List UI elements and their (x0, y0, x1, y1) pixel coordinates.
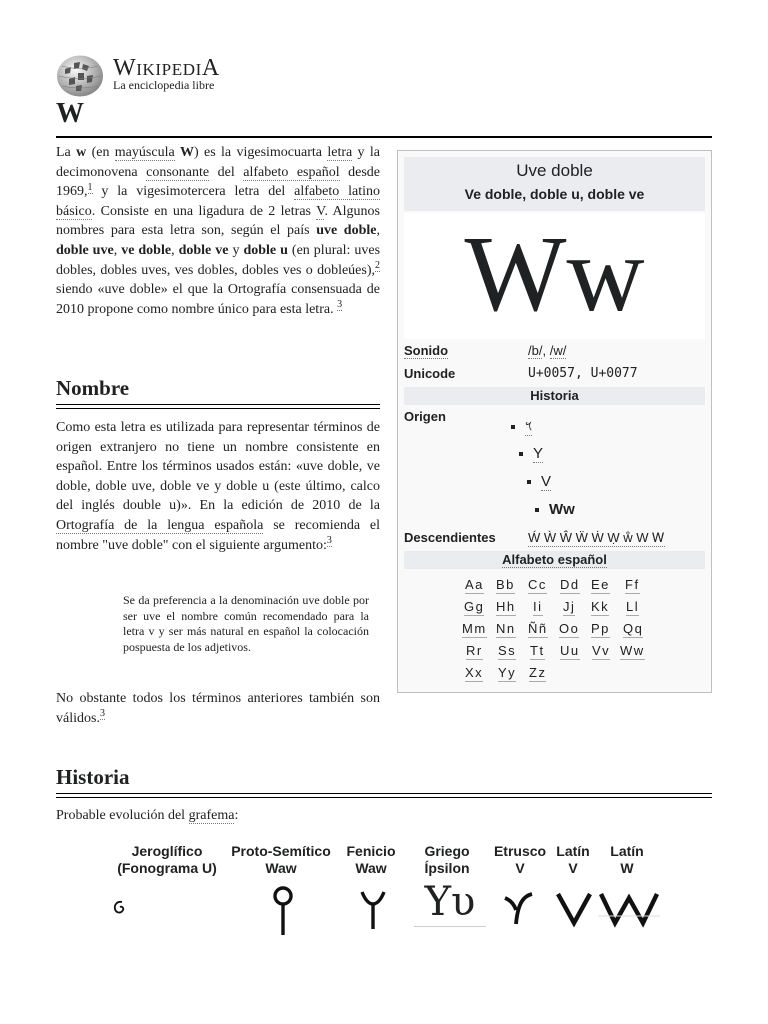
infobox-row-origen (404, 409, 705, 427)
ref-2[interactable]: 2 (375, 259, 380, 271)
phoenician-waw-icon (358, 888, 388, 932)
infobox-band-historia: Historia (404, 387, 705, 405)
unicode-value: U+0057, U+0077 (528, 366, 638, 381)
historia-divider (56, 793, 712, 798)
alpha-mm[interactable]: Mm (462, 621, 487, 636)
evo-col-griego: Griego Ípsilon (424, 843, 470, 876)
infobox-glyph-ww: Ww (464, 215, 645, 334)
blockquote: Se da preferencia a la denominación uve doble por ser uve el nombre común recomendado para la letra v y ser más natural en español la colocación pospuesta de los adjetivos. (123, 593, 369, 654)
alpha-ee[interactable]: Ee (591, 577, 610, 592)
infobox-title: Uve doble (516, 161, 593, 180)
nombre-paragraph: Como esta letra es utilizada para representar términos de origen extranjero no tiene un nombre consistente en español. Entre los términos usados están: «uve doble, ve doble, doble uve, doble ve y doble u (este último, calco del inglés double u)». En la edición de 2010 de la Ortografía de la lengua española se recomienda el nombre "uve doble" con el siguiente argumento:$^3$ (56, 420, 380, 553)
alpha-vv[interactable]: Vv (592, 643, 611, 658)
ref-3c[interactable]: 3 (99, 707, 105, 719)
evo-col-latin-w: Latín W (610, 843, 644, 876)
link-v[interactable]: V (316, 203, 325, 219)
alpha-aa[interactable]: Aa (465, 577, 484, 592)
alpha-ll[interactable]: Ll (626, 599, 640, 614)
alpha-bb[interactable]: Bb (496, 577, 515, 592)
alpha-pp[interactable]: Pp (591, 621, 610, 636)
alpha-oo[interactable]: Oo (559, 621, 580, 636)
origen-item-phoenician: 𐤅 (511, 418, 532, 435)
alpha-tt[interactable]: Tt (530, 643, 545, 658)
nombre-paragraph-2: No obstante todos los términos anteriores también son válidos.$^3$ (56, 691, 380, 726)
sonido-label[interactable]: Sonido (404, 343, 449, 358)
protosemitic-waw-icon (268, 884, 298, 938)
descendientes-value[interactable]: Ẃ Ẁ Ŵ Ẅ Ẇ Ẉ ẘ W Ꮃ (528, 530, 665, 545)
wikipedia-logo[interactable] (56, 53, 236, 97)
infobox-row-descendientes (404, 530, 705, 548)
evo-col-protosemitico: Proto-Semítico Waw (231, 843, 331, 876)
link-letra[interactable]: letra (327, 145, 353, 160)
link-grafema[interactable]: grafema (188, 808, 235, 823)
alpha-nn[interactable]: Nn (496, 621, 516, 636)
alpha-cc[interactable]: Cc (528, 577, 547, 592)
historia-intro: Probable evolución del grafema: (56, 808, 239, 823)
section-heading-historia: Historia (56, 765, 130, 789)
nombre-divider (56, 404, 380, 409)
hieroglyph-icon (112, 898, 128, 918)
link-consonante[interactable]: consonante (146, 164, 210, 180)
alpha-zz[interactable]: Zz (529, 665, 547, 680)
infobox-row-sonido (404, 343, 705, 361)
sonido-value: /b/, /w/ (528, 343, 567, 358)
evo-col-fenicio: Fenicio Waw (346, 843, 396, 876)
alpha-gg[interactable]: Gg (464, 599, 485, 614)
alpha-ww[interactable]: Ww (620, 643, 645, 658)
link-alfabeto-espanol[interactable]: alfabeto español (243, 164, 340, 180)
origen-item-greek: Y (519, 445, 543, 462)
infobox-row-unicode (404, 366, 705, 384)
alpha-dd[interactable]: Dd (560, 577, 580, 592)
alpha-kk[interactable]: Kk (591, 599, 610, 614)
origen-label: Origen (404, 409, 446, 424)
lead-paragraph: La w (en mayúscula W) es la vigesimocuarta letra y la decimonovena consonante del alfabeto español desde 1969,$^1$ y la vigesimotercera letra del alfabeto latino básico. Consiste en una ligadura de 2 letras V. Algunos nombres para esta letra son, según el país uve doble, doble uve, ve doble, doble ve y doble u (en plural: uves dobles, dobles uves, ves dobles, dobles ves o dobleúes),$^2$ siendo «uve doble» el que la Ortografía consensuada de 2010 propone como nombre único para esta letra. $^3$ (56, 145, 381, 317)
infobox-image (404, 213, 705, 339)
infobox-band-alfabeto: Alfabeto español (404, 551, 705, 569)
descendientes-label: Descendientes (404, 530, 496, 545)
unicode-label: Unicode (404, 366, 456, 381)
evo-col-jeroglifico: Jeroglífico (Fonograma U) (117, 843, 217, 876)
page-title: W (56, 98, 84, 129)
infobox-header (404, 157, 705, 211)
wikipedia-globe-icon (56, 55, 104, 97)
w-bold: w (76, 145, 87, 160)
ref-3[interactable]: 3 (337, 299, 343, 311)
alpha-enye[interactable]: Ññ (528, 621, 548, 636)
infobox-subtitle: Ve doble, doble u, doble ve (464, 186, 645, 202)
ref-1[interactable]: 1 (87, 181, 93, 193)
latin-v-icon (554, 888, 594, 928)
alpha-jj[interactable]: Jj (563, 599, 576, 614)
link-sonido-b[interactable]: /b/ (528, 343, 543, 358)
alpha-uu[interactable]: Uu (560, 643, 580, 658)
alpha-qq[interactable]: Qq (623, 621, 644, 636)
latin-w-icon (598, 888, 660, 928)
alpha-ss[interactable]: Ss (498, 643, 517, 658)
alpha-hh[interactable]: Hh (496, 599, 516, 614)
evo-col-etrusco: Etrusco V (493, 843, 547, 876)
alpha-xx[interactable]: Xx (465, 665, 484, 680)
section-heading-nombre: Nombre (56, 376, 130, 400)
wikipedia-wordmark: WIKIPEDIA (113, 55, 220, 81)
link-ortografia[interactable]: Ortografía de la lengua española (56, 517, 264, 533)
ref-3b[interactable]: 3 (326, 534, 332, 546)
greek-ypsilon-glyph: Υυ (414, 878, 486, 927)
link-sonido-w[interactable]: /w/ (549, 343, 567, 358)
title-divider (56, 136, 712, 138)
alpha-rr[interactable]: Rr (466, 643, 483, 658)
wikipedia-tagline: La enciclopedia libre (113, 78, 215, 92)
evo-col-latin-v: Latín V (556, 843, 590, 876)
alpha-yy[interactable]: Yy (498, 665, 517, 680)
alpha-ii[interactable]: Ii (533, 599, 543, 614)
origen-item-ww: Ww (535, 501, 575, 518)
alpha-ff[interactable]: Ff (625, 577, 640, 592)
link-mayuscula[interactable]: mayúscula (114, 145, 175, 160)
link-alfabeto-latino[interactable]: alfabeto latino básico (56, 184, 381, 219)
infobox (397, 150, 712, 693)
etruscan-v-icon (502, 888, 536, 928)
origen-item-latin-v: V (527, 473, 551, 490)
